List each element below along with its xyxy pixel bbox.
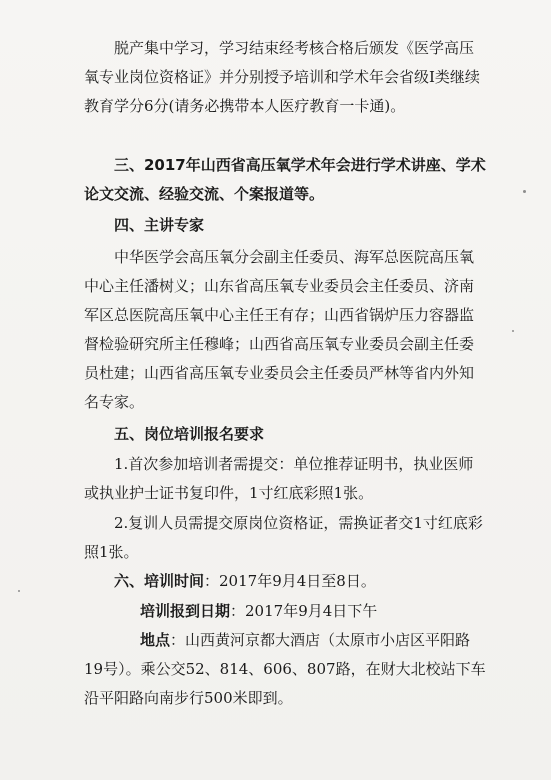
scan-speck — [512, 330, 514, 332]
registration-date-label: 培训报到日期 — [140, 602, 231, 620]
location-value: ：山西黄河京都大酒店（太原市小店区平阳路19号）。乘公交52、814、606、807路，在财大北校站下车沿平阳路向南步行500米即到。 — [84, 631, 486, 707]
paragraph-training-details: 脱产集中学习，学习结束经考核合格后颁发《医学高压氧专业岗位资格证》并分别授予培训和学术年会省级Ⅰ类继续教育学分6分(请务必携带本人医疗教育一卡通)。 — [84, 39, 480, 115]
registration-date — [84, 597, 488, 626]
training-time — [84, 567, 488, 596]
training-time-value: ：2017年9月4日至8日。 — [204, 572, 376, 590]
section-5-heading: 五、岗位培训报名要求 — [114, 425, 265, 443]
location-paragraph — [84, 626, 488, 713]
section-3-heading: 三、2017年山西省高压氧学术年会进行学术讲座、学术论文交流、经验交流、个案报道等。 — [84, 156, 486, 203]
requirement-1: 1.首次参加培训者需提交：单位推荐证明书，执业医师或执业护士证书复印件，1寸红底彩照1张。 — [84, 455, 474, 502]
location-label: 地点 — [140, 631, 171, 649]
registration-date-value: ：2017年9月4日下午 — [230, 602, 378, 620]
scan-speck — [18, 590, 20, 592]
requirement-2: 2.复训人员需提交原岗位资格证，需换证者交1寸红底彩照1张。 — [84, 514, 483, 561]
training-time-label: 六、培训时间 — [114, 572, 205, 590]
scan-speck — [523, 190, 526, 193]
experts-paragraph: 中华医学会高压氧分会副主任委员、海军总医院高压氧中心主任潘树义；山东省高压氧专业委员会主任委员、济南军区总医院高压氧中心主任王有存；山西省锅炉压力容器监督检验研究所主任穆峰；山西省高压氧专业委员会副主任委员杜建；山西省高压氧专业委员会主任委员严林等省内外知名专家。 — [84, 248, 475, 411]
section-4-heading: 四、主讲专家 — [114, 216, 205, 234]
